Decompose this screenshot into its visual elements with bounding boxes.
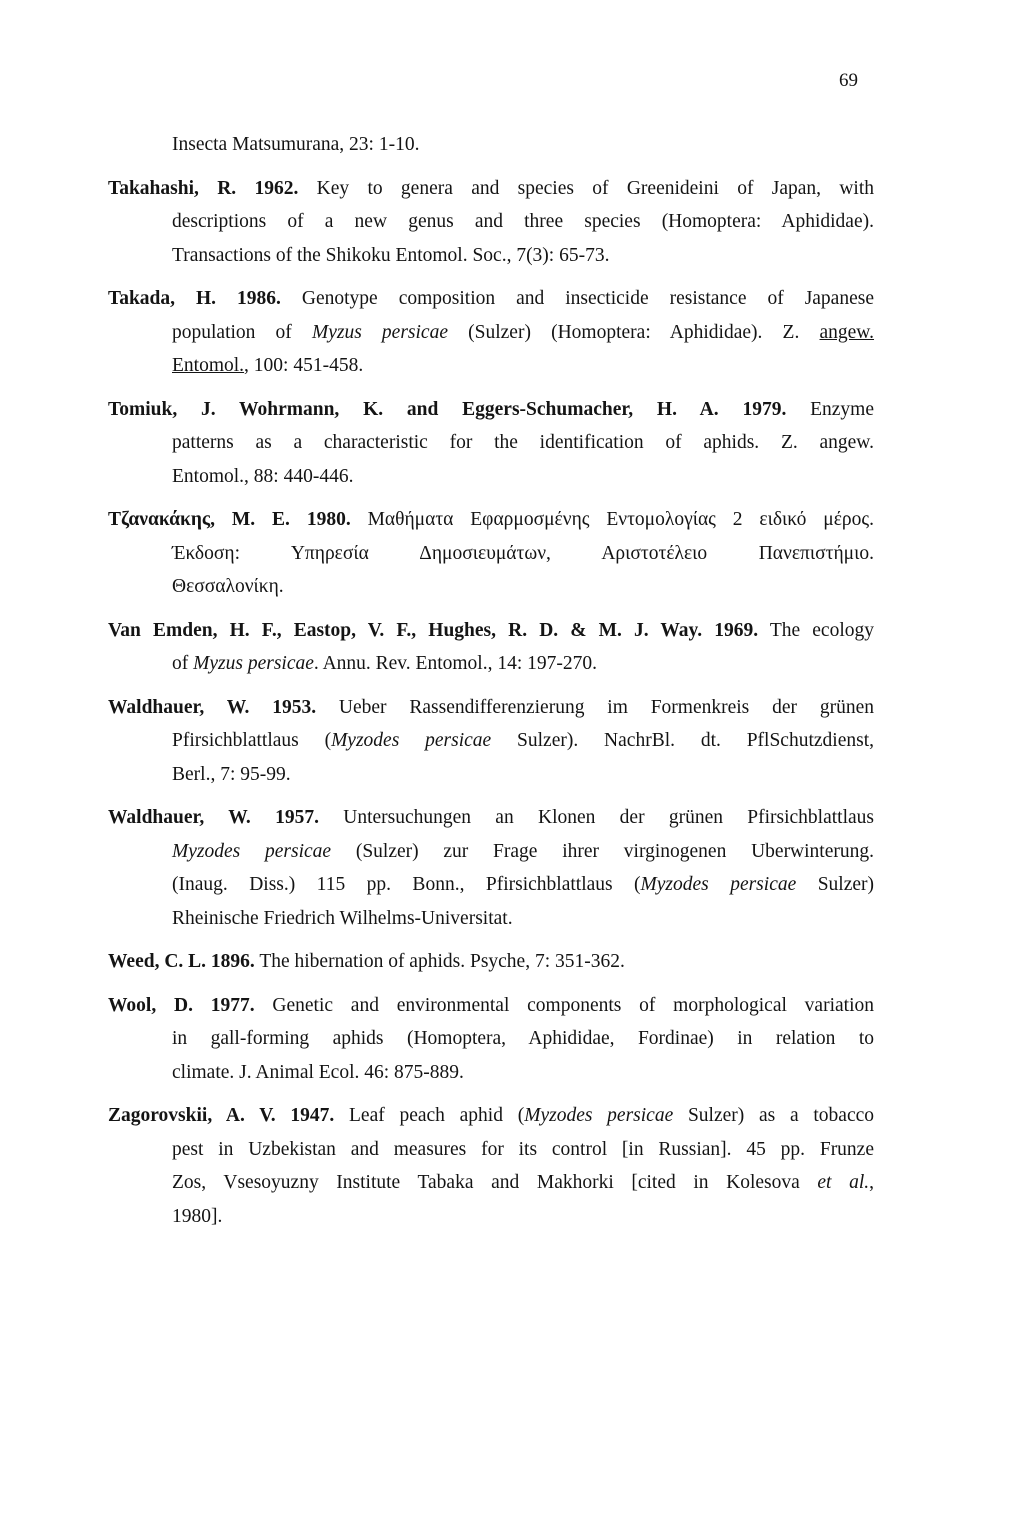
italic-text: Myzus persicae <box>193 653 314 674</box>
reference-text: (Sulzer) zur Frage ihrer virginogenen Uberwinterung. <box>331 840 874 862</box>
underlined-text: Entomol. <box>172 355 245 376</box>
publication-year: 1953. <box>272 696 317 718</box>
reference-line <box>108 614 874 648</box>
reference-entry <box>108 503 874 604</box>
reference-line <box>108 239 874 273</box>
reference-entry <box>108 945 874 979</box>
reference-entry <box>108 614 874 681</box>
publication-year: 1947. <box>290 1105 335 1126</box>
author-name: Weed, C. L. <box>108 951 207 972</box>
reference-line <box>108 758 874 792</box>
reference-line <box>108 945 874 979</box>
reference-text <box>216 288 237 309</box>
reference-text: Sulzer) as a tobacco <box>673 1105 875 1126</box>
reference-line <box>108 1133 874 1167</box>
publication-year: 1957. <box>275 807 319 828</box>
reference-line <box>108 902 874 936</box>
italic-text: et al. <box>817 1172 870 1193</box>
reference-text: Berl., 7: 95-99. <box>172 763 291 785</box>
reference-text: , 100: 451-458. <box>244 355 364 376</box>
reference-entry <box>108 691 874 792</box>
reference-line <box>108 316 874 350</box>
reference-text <box>236 178 254 199</box>
reference-line <box>108 205 874 239</box>
reference-continuation <box>108 128 874 162</box>
author-name: Wool, D. <box>108 994 193 1016</box>
reference-line <box>108 460 874 494</box>
reference-entry <box>108 172 874 273</box>
publication-year: 1980. <box>306 509 351 530</box>
reference-line <box>108 282 874 316</box>
page-number: 69 <box>839 70 858 91</box>
reference-text: 1980]. <box>172 1205 223 1227</box>
reference-line <box>108 835 874 869</box>
reference-line <box>108 1099 874 1133</box>
italic-text: Myzus persicae <box>311 321 448 343</box>
reference-text: Key to genera and species of Greenideini of Japan, with <box>298 177 874 199</box>
reference-line <box>108 426 874 460</box>
reference-text: of <box>172 653 194 674</box>
reference-text: Ueber Rassendifferenzierung im Formenkreis der grünen <box>316 696 874 718</box>
reference-line <box>108 537 874 571</box>
reference-line <box>108 349 874 383</box>
author-name: Zagorovskii, A. V. <box>108 1105 276 1126</box>
reference-text <box>193 995 211 1016</box>
italic-text: Myzodes persicae <box>640 874 797 895</box>
reference-entry <box>108 282 874 383</box>
reference-text: Transactions of the Shikoku Entomol. Soc., 7(3): 65-73. <box>172 244 610 266</box>
reference-entry <box>108 1099 874 1233</box>
reference-text: Enzyme <box>786 398 874 420</box>
reference-entry <box>108 989 874 1090</box>
publication-year: 1896. <box>210 951 255 972</box>
reference-line <box>108 172 874 206</box>
underlined-text: angew. <box>819 321 875 343</box>
reference-text: climate. J. Animal Ecol. 46: 875-889. <box>172 1061 464 1083</box>
reference-text: Entomol., 88: 440-446. <box>172 465 354 487</box>
reference-text: Pfirsichblattlaus ( <box>172 730 332 751</box>
reference-line <box>108 801 874 835</box>
reference-line <box>108 691 874 725</box>
author-name: Takahashi, R. <box>108 177 237 199</box>
reference-text <box>719 399 743 420</box>
reference-line <box>108 724 874 758</box>
reference-entry <box>108 393 874 494</box>
reference-text <box>249 697 272 718</box>
reference-text: Genotype composition and insecticide resistance of Japanese <box>280 288 874 309</box>
publication-year: 1977. <box>210 994 255 1016</box>
author-name: Tomiuk, J. Wohrmann, K. and Eggers-Schumacher, H. A. <box>108 398 719 420</box>
publication-year: 1979. <box>742 398 787 420</box>
author-name: Τζανακάκης, Μ. Ε. <box>108 509 290 530</box>
reference-text: in gall-forming aphids (Homoptera, Aphididae, Fordinae) in relation to <box>172 1028 874 1049</box>
reference-line <box>108 503 874 537</box>
reference-text: pest in Uzbekistan and measures for its control [in Russian]. 45 pp. Frunze <box>172 1138 874 1160</box>
reference-line <box>108 570 874 604</box>
reference-text: The hibernation of aphids. Psyche, 7: 351-362. <box>254 951 625 972</box>
reference-text: Rheinische Friedrich Wilhelms-Universitat. <box>172 907 513 929</box>
author-name: Waldhauer, W. <box>108 696 250 718</box>
reference-text: . Annu. Rev. Entomol., 14: 197-270. <box>313 653 597 674</box>
reference-line <box>108 128 874 162</box>
reference-line <box>108 647 874 681</box>
reference-entry <box>108 801 874 935</box>
reference-text: Sulzer). NachrBl. dt. PflSchutzdienst, <box>491 730 874 751</box>
reference-text: Θεσσαλονίκη. <box>172 576 284 597</box>
reference-text: Genetic and environmental components of morphological variation <box>254 994 874 1016</box>
reference-text: Insecta Matsumurana, 23: 1-10. <box>172 134 420 155</box>
reference-text: descriptions of a new genus and three species (Homoptera: Aphididae). <box>172 211 874 232</box>
reference-text: Sulzer) <box>796 874 875 895</box>
author-name: Van Emden, H. F., Eastop, V. F., Hughes, R. D. & M. J. Way. <box>108 619 703 641</box>
reference-text: (Inaug. Diss.) 115 pp. Bonn., Pfirsichblattlaus ( <box>172 874 641 895</box>
reference-text: population of <box>172 321 312 343</box>
reference-text: patterns as a characteristic for the identification of aphids. Z. angew. <box>172 432 874 453</box>
reference-text <box>251 807 275 828</box>
italic-text: Myzodes persicae <box>172 840 332 862</box>
reference-list <box>108 128 874 1243</box>
reference-line <box>108 989 874 1023</box>
reference-text: , <box>869 1172 874 1193</box>
reference-line <box>108 868 874 902</box>
reference-line <box>108 1056 874 1090</box>
publication-year: 1969. <box>714 619 759 641</box>
reference-text: The ecology <box>758 619 875 641</box>
reference-line <box>108 393 874 427</box>
publication-year: 1962. <box>254 177 299 199</box>
reference-text <box>702 620 714 641</box>
italic-text: Myzodes persicae <box>524 1105 674 1126</box>
reference-text: Leaf peach aphid ( <box>334 1105 525 1126</box>
reference-text: Untersuchungen an Klonen der grünen Pfirsichblattlaus <box>318 807 875 828</box>
reference-text: Έκδοση: Υπηρεσία Δημοσιευμάτων, Αριστοτέλειο Πανεπιστήμιο. <box>172 542 874 564</box>
reference-line <box>108 1200 874 1234</box>
reference-line <box>108 1166 874 1200</box>
publication-year: 1986. <box>237 288 281 309</box>
reference-line <box>108 1022 874 1056</box>
reference-text: Zos, Vsesoyuzny Institute Tabaka and Makhorki [cited in Kolesova <box>172 1172 818 1193</box>
italic-text: Myzodes persicae <box>331 730 492 751</box>
author-name: Takada, H. <box>108 288 217 309</box>
author-name: Waldhauer, W. <box>108 807 251 828</box>
reference-text <box>276 1105 291 1126</box>
reference-text <box>290 509 307 530</box>
reference-text: Μαθήματα Εφαρμοσμένης Εντομολογίας 2 ειδικό μέρος. <box>350 509 875 530</box>
reference-text: (Sulzer) (Homoptera: Aphididae). Z. <box>448 321 820 343</box>
